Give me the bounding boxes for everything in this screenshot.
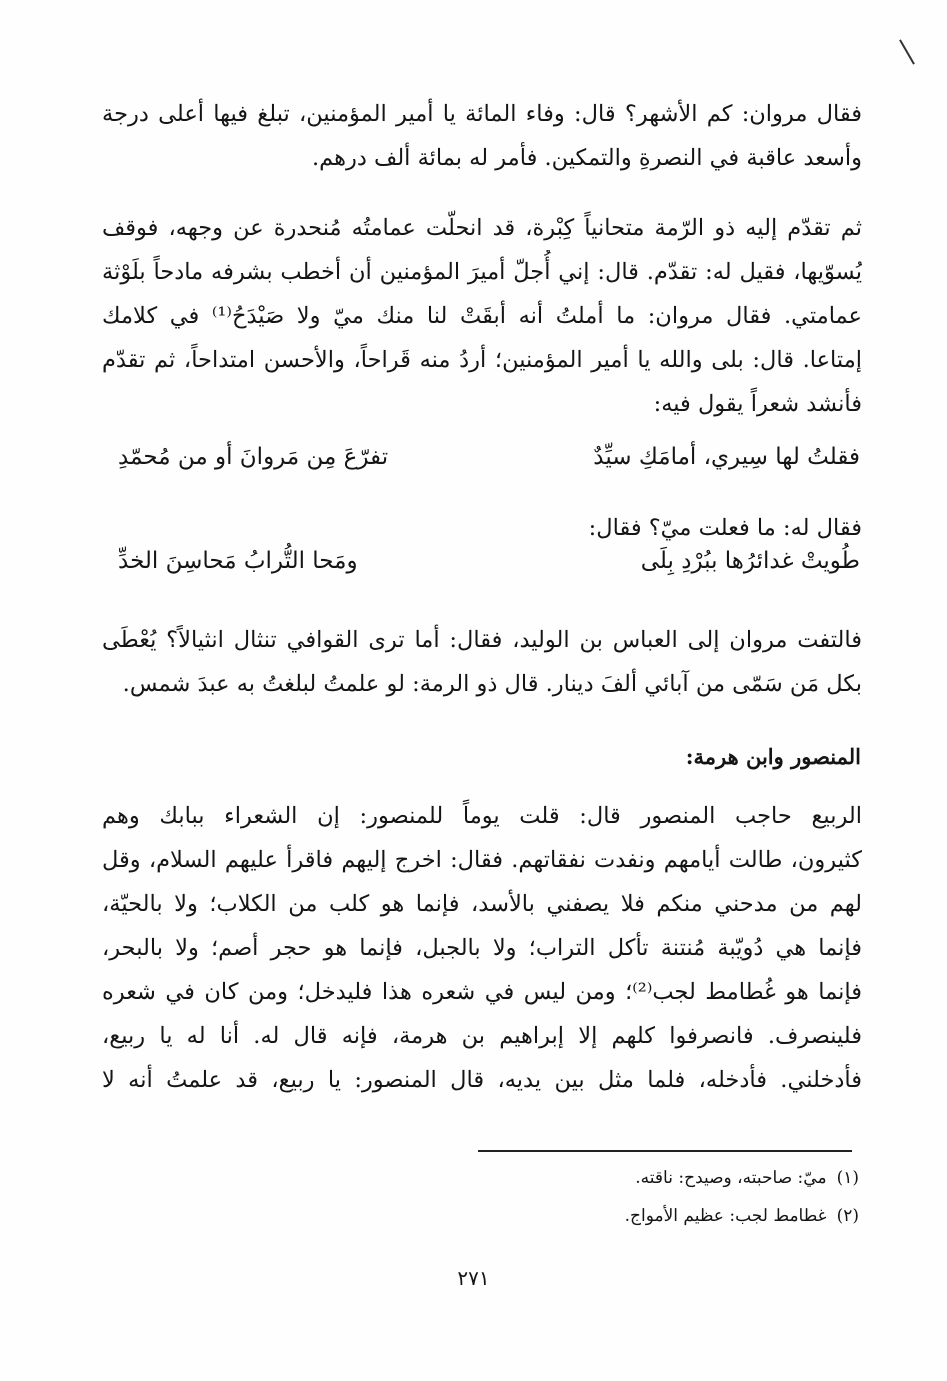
text-line: ثم تقدّم إليه ذو الرّمة متحانياً كِبْرة، قد انحلّت عمامتُه مُنحدرة عن وجهه، فوقف xyxy=(102,215,862,241)
text-line: يُسوّيها، فقيل له: تقدّم. قال: إني أُجلّ أميرَ المؤمنين أن أخطب بشرفه مادحاً بلَوْثة xyxy=(102,259,862,285)
text-line: الربيع حاجب المنصور قال: قلت يوماً للمنصور: إن الشعراء ببابك وهم xyxy=(102,803,862,829)
paragraph-5 xyxy=(102,794,862,1102)
paragraph-4 xyxy=(102,618,862,706)
footnote-1 xyxy=(635,1168,859,1188)
verse-second-hemistich: ومَحا التُّرابُ مَحاسِنَ الخدِّ xyxy=(118,548,358,574)
paragraph-1 xyxy=(102,92,862,180)
footnote-text: غطامط لجب: عظيم الأمواج. xyxy=(624,1206,827,1226)
footnote-number: (١) xyxy=(836,1168,859,1188)
text-line: فأدخلني. فأدخله، فلما مثل بين يديه، قال المنصور: يا ربيع، قد علمتُ أنه لا xyxy=(102,1067,862,1093)
text-line: فلينصرف. فانصرفوا كلهم إلا إبراهيم بن هرمة، فإنه قال له. أنا له يا ربيع، xyxy=(102,1023,862,1049)
text-line: فالتفت مروان إلى العباس بن الوليد، فقال: أما ترى القوافي تنثال انثيالاً؟ يُعْطَى xyxy=(102,627,862,653)
page-number: ٢٧١ xyxy=(457,1266,490,1290)
text-line: وأسعد عاقبة في النصرةِ والتمكين. فأمر له بمائة ألف درهم. xyxy=(312,145,862,171)
verse-first-hemistich: فقلتُ لها سِيري، أمامَكِ سيِّدٌ xyxy=(593,444,860,470)
text-line: فإنما هي دُويّبة مُنتنة تأكل التراب؛ ولا بالجبل، فإنما هو حجر أصم؛ ولا بالبحر، xyxy=(102,935,862,961)
verse-first-hemistich: طُويتْ غدائرُها ببُرْدِ بِلَى xyxy=(640,548,860,574)
text-line: كثيرون، طالت أيامهم ونفدت نفقاتهم. فقال: اخرج إليهم فاقرأ عليهم السلام، وقل xyxy=(102,847,862,873)
paragraph-2 xyxy=(102,206,862,426)
text-line: فأنشد شعراً يقول فيه: xyxy=(653,391,862,417)
footnote-text: ميّ: صاحبته، وصيدح: ناقته. xyxy=(635,1168,827,1188)
footnote-number: (٢) xyxy=(836,1206,859,1226)
paragraph-3 xyxy=(102,506,862,550)
footnote-divider xyxy=(478,1150,852,1152)
text-line: عمامتي. فقال مروان: ما أملتُ أنه أبقَتْ لنا منك ميّ ولا صَيْدَحُ⁽¹⁾ في كلامك xyxy=(102,303,862,329)
text-line: فقال له: ما فعلت ميّ؟ فقال: xyxy=(588,515,862,541)
text-line: فقال مروان: كم الأشهر؟ قال: وفاء المائة يا أمير المؤمنين، تبلغ فيها أعلى درجة xyxy=(102,101,862,127)
text-line: لهم من مدحني منكم فلا يصفني بالأسد، فإنما هو كلب من الكلاب؛ ولا بالحيّة، xyxy=(102,891,862,917)
text-line: إمتاعا. قال: بلى والله يا أمير المؤمنين؛ أردُ منه قَراحاً، والأحسن امتداحاً، ثم تقدّم xyxy=(102,347,862,373)
verse-1 xyxy=(118,444,860,488)
verse-2 xyxy=(118,548,860,592)
text-line: بكل مَن سَمّى من آبائي ألفَ دينار. قال ذو الرمة: لو علمتُ لبلغتُ به عبدَ شمس. xyxy=(122,671,862,697)
verse-second-hemistich: تفرّعَ مِن مَروانَ أو من مُحمّدِ xyxy=(118,444,389,470)
footnote-2 xyxy=(625,1206,859,1226)
section-heading: المنصور وابن هرمة: xyxy=(685,744,861,769)
text-line: فإنما هو غُطامط لجب⁽²⁾؛ ومن ليس في شعره هذا فليدخل؛ ومن كان في شعره xyxy=(102,979,862,1005)
page-mark xyxy=(899,39,915,64)
